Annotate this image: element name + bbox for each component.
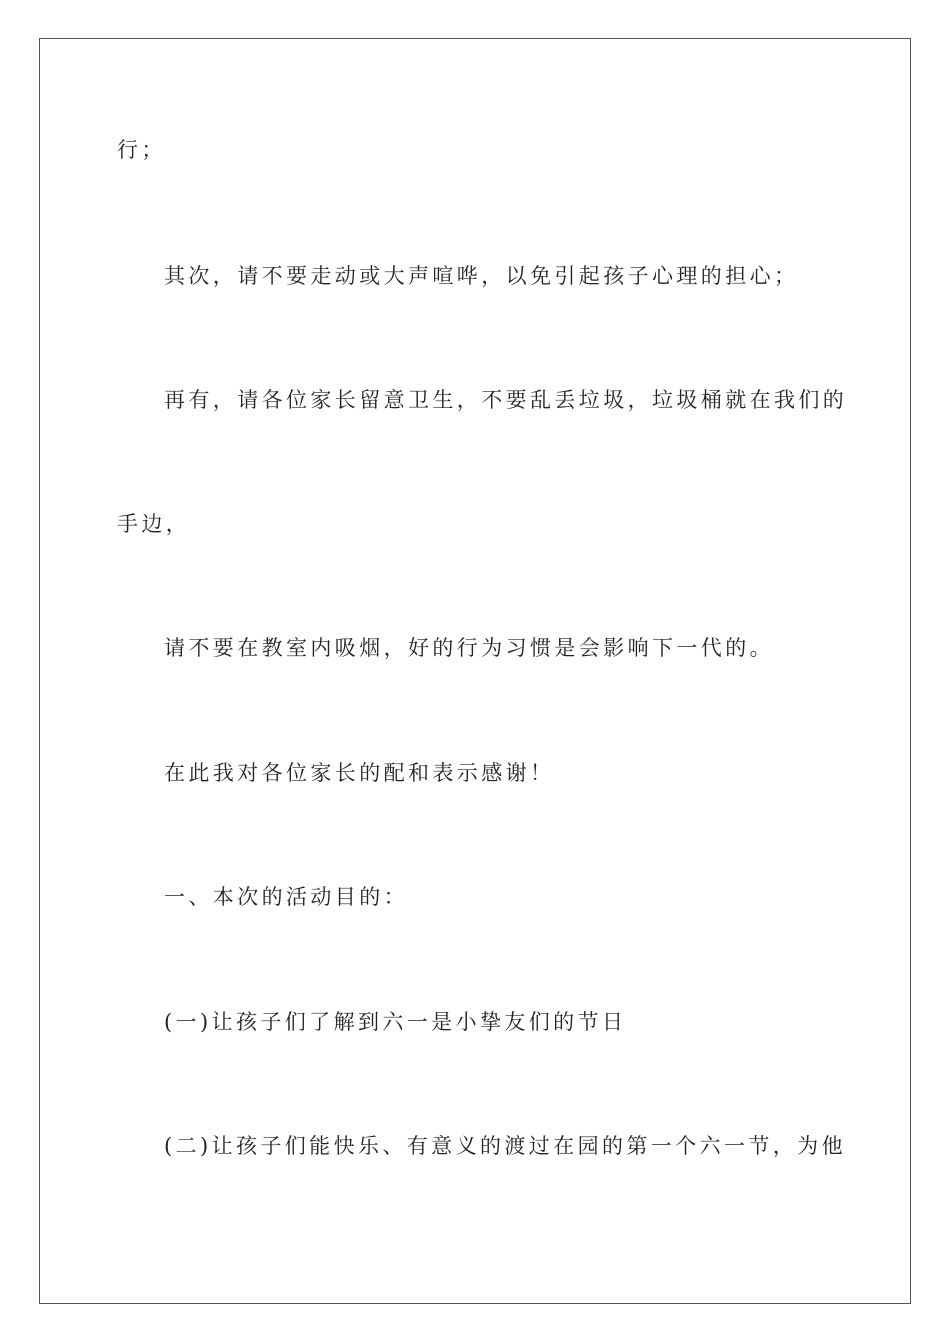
page-frame	[39, 38, 911, 1304]
text-line-5: 请不要在教室内吸烟，好的行为习惯是会影响下一代的。	[164, 636, 774, 660]
list-item-2: (二)让孩子们能快乐、有意义的渡过在园的第一个六一节，为他	[164, 1134, 846, 1158]
text-line-4: 手边，	[117, 512, 191, 536]
text-line-1: 行；	[117, 138, 166, 162]
section-heading: 一、本次的活动目的：	[164, 885, 408, 909]
text-line-3: 再有，请各位家长留意卫生，不要乱丢垃圾，垃圾桶就在我们的	[164, 388, 848, 412]
text-line-2: 其次，请不要走动或大声喧哗，以免引起孩子心理的担心；	[164, 264, 799, 288]
list-item-1: (一)让孩子们了解到六一是小挚友们的节日	[164, 1010, 627, 1034]
text-line-6: 在此我对各位家长的配和表示感谢！	[164, 761, 555, 785]
